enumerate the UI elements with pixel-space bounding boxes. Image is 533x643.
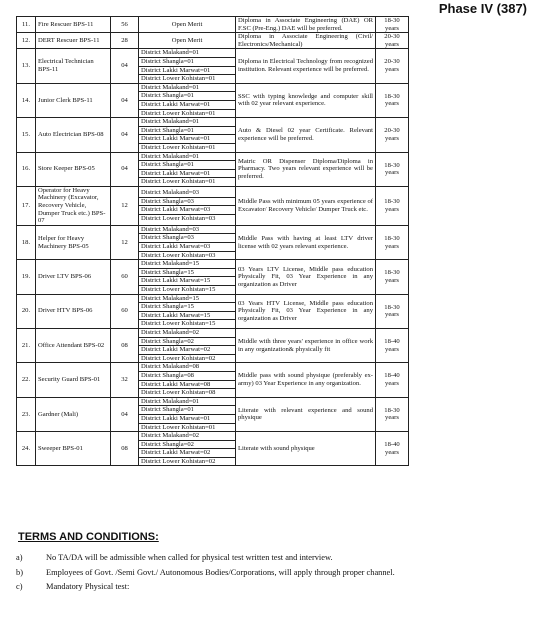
table-row [17,225,409,259]
vacancy-table [16,16,409,466]
district-line: District Shangla=08 [139,372,235,381]
district-line: District Malakand=15 [139,295,235,304]
table-row [17,83,409,117]
district-line: District Shangla=03 [139,198,235,207]
district-line: District Shangla=15 [139,269,235,278]
post-name: Driver HTV BPS-06 [36,294,111,328]
post-name: Sweeper BPS-01 [36,432,111,466]
qualification: Matric OR Dispenser Diploma/Diploma in Pharmacy. Two years relevant experience will be preferred. [236,152,376,186]
district-line: District Lower Kohistan=01 [141,178,216,186]
term-text: Mandatory Physical test: [46,582,130,592]
post-name: Security Guard BPS-01 [36,363,111,397]
district-line: District Lower Kohistan=15 [141,286,216,293]
table-row [17,260,409,294]
age-limit: 20-30 years [376,33,409,49]
table-row [17,118,409,152]
qualification: Literate with sound physique [236,432,376,466]
district-line: District Lakki Marwat=01 [139,135,235,144]
post-count: 32 [111,363,139,397]
qualification: 03 Years HTV License, Middle pass education Physically Fit, 03 Year Experience in any organization as Driver [236,294,376,328]
term-label: b) [16,567,23,577]
row-number: 19. [17,260,36,294]
district-line: District Malakand=02 [139,329,235,338]
district-line: District Lakki Marwat=15 [139,312,235,321]
post-count: 04 [111,83,139,117]
table-row [17,363,409,397]
row-number: 11. [17,17,36,33]
phase-label: Phase IV (387) [438,1,527,16]
district-quota [139,83,236,117]
district-line: District Shangla=02 [139,441,235,450]
term-item [16,568,516,578]
district-line: District Malakand=01 [139,398,235,407]
district-line: District Shangla=01 [139,127,235,136]
district-line: District Shangla=01 [139,92,235,101]
row-number: 17. [17,186,36,225]
post-count: 12 [111,225,139,259]
district-line: District Shangla=01 [139,406,235,415]
table-row [17,328,409,362]
term-item [16,553,516,563]
qualification: SSC with typing knowledge and computer skill with 02 year relevant experience. [236,83,376,117]
age-limit: 18-30 years [376,83,409,117]
post-count: 08 [111,328,139,362]
post-name: Driver LTV BPS-06 [36,260,111,294]
district-line: District Lakki Marwat=08 [139,381,235,390]
age-limit: 18-40 years [376,363,409,397]
post-name: Fire Rescuer BPS-11 [36,17,111,33]
district-line: District Shangla=01 [139,58,235,67]
post-name: Electrical Technician BPS-11 [36,49,111,83]
district-quota [139,260,236,294]
district-line: District Lakki Marwat=01 [139,101,235,110]
row-number: 18. [17,225,36,259]
district-line: District Lakki Marwat=02 [139,449,235,458]
row-number: 20. [17,294,36,328]
qualification: Diploma in Electrical Technology from recognized institution. Relevant experience will be preferred. [236,49,376,83]
term-item [16,582,516,592]
table-row [17,432,409,466]
district-quota [139,363,236,397]
table-row [17,33,409,49]
district-line: District Malakand=08 [139,363,235,372]
qualification: Auto & Diesel 02 year Certificate. Relevant experience will be preferred. [236,118,376,152]
table-row [17,186,409,225]
post-name: Store Keeper BPS-05 [36,152,111,186]
post-count: 04 [111,152,139,186]
post-count: 08 [111,432,139,466]
table-row [17,17,409,33]
row-number: 21. [17,328,36,362]
age-limit: 20-30 years [376,49,409,83]
age-limit: 18-30 years [376,152,409,186]
district-line: District Lakki Marwat=02 [139,346,235,355]
district-quota [139,225,236,259]
post-count: 04 [111,118,139,152]
qualification: Diploma in Associate Engineering (DAE) OR F.SC (Pre-Eng.) DAE will be preferred. [236,17,376,33]
age-limit: 18-30 years [376,397,409,431]
terms-section [16,531,516,597]
district-line: District Shangla=01 [139,161,235,170]
age-limit: 18-40 years [376,328,409,362]
district-line: District Lower Kohistan=01 [141,75,216,83]
district-line: District Malakand=01 [139,49,235,58]
table-row [17,49,409,83]
terms-title: TERMS AND CONDITIONS: [18,531,159,543]
qualification: Middle Pass with minimum 05 years experience of Excavator/ Recovery Vehicle/ Dumper Truck etc. [236,186,376,225]
district-line: District Lakki Marwat=03 [139,243,235,252]
row-number: 15. [17,118,36,152]
district-quota [139,118,236,152]
district-line: District Lower Kohistan=02 [141,354,216,362]
row-number: 22. [17,363,36,397]
post-name: Junior Clerk BPS-11 [36,83,111,117]
district-quota [139,49,236,83]
post-name: DERT Rescuer BPS-11 [36,33,111,49]
qualification: Literate with relevant experience and sound physique [236,397,376,431]
district-line: District Lakki Marwat=01 [139,415,235,424]
district-line: District Lower Kohistan=01 [141,423,216,431]
district-quota [139,186,236,225]
age-limit: 18-30 years [376,186,409,225]
post-name: Operator for Heavy Machinery (Excavator, Recovery Vehicle, Dumper Truck etc.) BPS-07 [36,186,111,225]
district-line: District Shangla=15 [139,303,235,312]
post-count: 60 [111,260,139,294]
row-number: 24. [17,432,36,466]
row-number: 12. [17,33,36,49]
district-line: District Malakand=03 [139,189,235,198]
age-limit: 18-30 years [376,17,409,33]
district-line: District Lower Kohistan=15 [141,320,216,328]
district-line: District Lower Kohistan=01 [141,143,216,151]
district-line: District Shangla=02 [139,338,235,347]
post-count: 56 [111,17,139,33]
table-row [17,294,409,328]
district-quota: Open Merit [139,17,236,33]
district-line: District Lower Kohistan=03 [141,251,216,259]
age-limit: 18-30 years [376,260,409,294]
post-count: 12 [111,186,139,225]
post-name: Office Attendant BPS-02 [36,328,111,362]
post-name: Helper for Heavy Machinery BPS-05 [36,225,111,259]
age-limit: 18-30 years [376,225,409,259]
district-quota [139,397,236,431]
row-number: 14. [17,83,36,117]
post-name: Gardner (Mali) [36,397,111,431]
qualification: Middle with three years' experience in office work in any organization& physically fit [236,328,376,362]
row-number: 23. [17,397,36,431]
district-line: District Malakand=02 [139,432,235,441]
term-label: a) [16,553,23,562]
district-line: District Lakki Marwat=01 [139,170,235,179]
district-quota [139,152,236,186]
district-line: District Lower Kohistan=08 [141,389,216,397]
term-label: c) [16,582,23,592]
post-count: 28 [111,33,139,49]
age-limit: 20-30 years [376,118,409,152]
district-line: District Malakand=15 [139,260,235,269]
district-line: District Lower Kohistan=01 [141,109,216,117]
district-quota [139,432,236,466]
table-row [17,397,409,431]
age-limit: 18-30 years [376,294,409,328]
district-line: District Lower Kohistan=03 [141,214,216,222]
district-line: District Malakand=01 [139,118,235,127]
qualification: Middle pass with sound physique (preferably ex-army) 03 Year Experience in any organization. [236,363,376,397]
post-count: 04 [111,397,139,431]
qualification: 03 Years LTV License, Middle pass education Physically Fit, 03 Year Experience in any organization as Driver [236,260,376,294]
district-quota [139,294,236,328]
table-row [17,152,409,186]
row-number: 16. [17,152,36,186]
district-line: District Shangla=03 [139,234,235,243]
district-line: District Malakand=01 [139,153,235,162]
term-text: Employees of Govt. /Semi Govt./ Autonomous Bodies/Corporations, will apply through proper channel. [46,567,395,577]
row-number: 13. [17,49,36,83]
district-line: District Lakki Marwat=01 [139,67,235,76]
district-line: District Malakand=03 [139,226,235,235]
qualification: Diploma in Associate Engineering (Civil/ Electronics/Mechanical) [236,33,376,49]
post-name: Auto Electrician BPS-08 [36,118,111,152]
district-line: District Lakki Marwat=03 [139,206,235,215]
district-line: District Malakand=01 [139,84,235,93]
term-text: No TA/DA will be admissible when called for physical test written test and interview. [46,553,333,562]
district-quota: Open Merit [139,33,236,49]
post-count: 60 [111,294,139,328]
qualification: Middle Pass with having at least LTV driver license with 02 years relevant experience. [236,225,376,259]
district-quota [139,328,236,362]
district-line: District Lower Kohistan=02 [141,457,216,465]
post-count: 04 [111,49,139,83]
district-line: District Lakki Marwat=15 [139,277,235,286]
age-limit: 18-40 years [376,432,409,466]
